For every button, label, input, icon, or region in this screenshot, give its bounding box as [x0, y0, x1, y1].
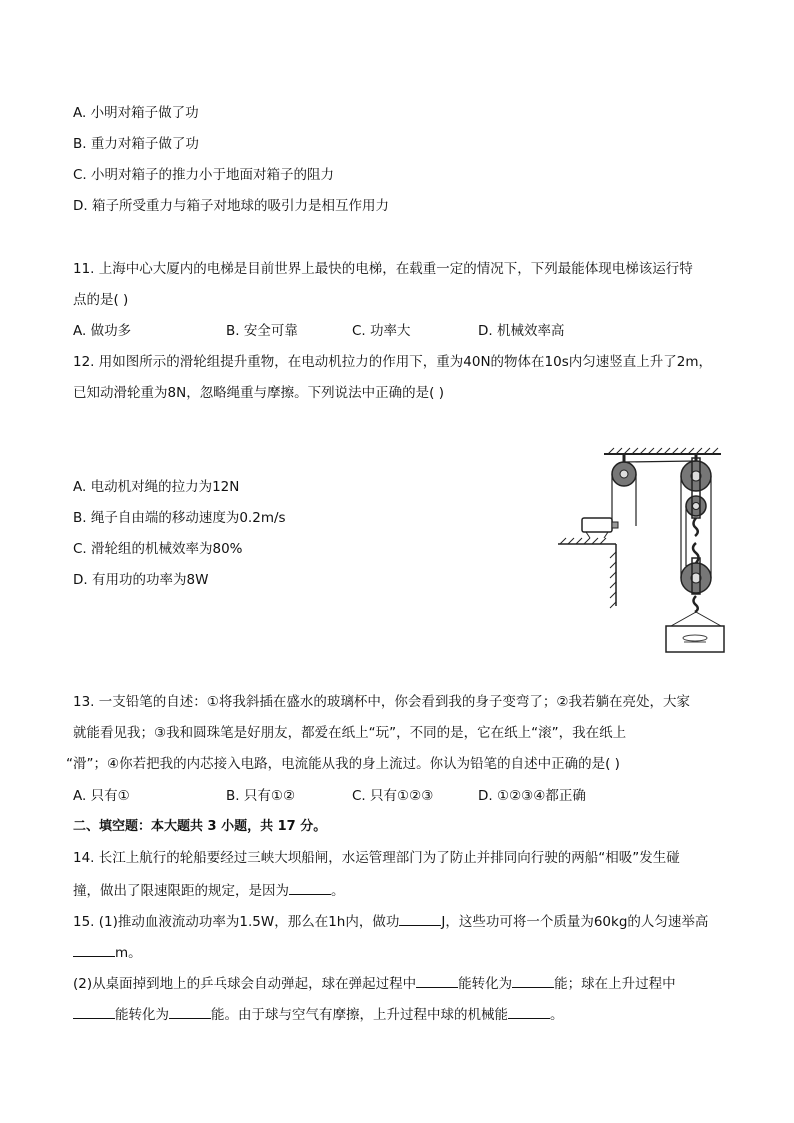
q15-p3-text-c: 能。由于球与空气有摩擦，上升过程中球的机械能	[211, 1007, 508, 1023]
q15-p2-text-c: 能；球在上升过程中	[554, 976, 676, 992]
q15-p3-text-d: 。	[550, 1007, 564, 1023]
q10-option-d: D. 箱子所受重力与箱子对地球的吸引力是相互作用力	[73, 198, 389, 214]
q13-option-c: C. 只有①②③	[352, 788, 434, 804]
q13-stem-line1: 13. 一支铅笔的自述：①将我斜插在盛水的玻璃杯中，你会看到我的身子变弯了；②我若躺在亮处，大家	[73, 694, 690, 710]
q15-energy-blank-3[interactable]	[73, 1004, 115, 1019]
q15-work-blank[interactable]	[399, 911, 441, 926]
q12-option-c: C. 滑轮组的机械效率为80%	[73, 541, 243, 557]
q13-option-a: A. 只有①	[73, 788, 130, 804]
q11-option-d: D. 机械效率高	[478, 323, 565, 339]
q13-stem-line2: 就能看见我；③我和圆珠笔是好朋友，都爱在纸上“玩”，不同的是，它在纸上“滚”，我在纸上	[73, 725, 627, 741]
section-heading-fill-in: 二、填空题：本大题共 3 小题，共 17 分。	[73, 819, 327, 834]
q15-line2	[73, 942, 142, 963]
q12-option-d: D. 有用功的功率为8W	[73, 572, 209, 588]
q14-stem-line2	[73, 880, 345, 901]
q10-option-b: B. 重力对箱子做了功	[73, 136, 199, 152]
q15-energy-blank-4[interactable]	[169, 1004, 211, 1019]
q15-text-b: J，这些功可将一个质量为60kg的人匀速举高	[441, 914, 709, 930]
q14-answer-blank[interactable]	[289, 880, 331, 895]
q12-option-b: B. 绳子自由端的移动速度为0.2m/s	[73, 510, 286, 526]
q15-unit-m: m。	[115, 945, 142, 961]
q12-option-a: A. 电动机对绳的拉力为12N	[73, 479, 240, 495]
q10-option-a: A. 小明对箱子做了功	[73, 105, 199, 121]
q15-part2-line2	[73, 1004, 564, 1025]
q11-option-b: B. 安全可靠	[226, 323, 298, 339]
pulley-system-figure	[556, 446, 726, 656]
q12-stem-line2: 已知动滑轮重为8N，忽略绳重与摩擦。下列说法中正确的是( )	[73, 385, 445, 401]
q11-stem-line2: 点的是( )	[73, 292, 129, 308]
q12-stem-line1: 12. 用如图所示的滑轮组提升重物，在电动机拉力的作用下，重为40N的物体在10s内匀速竖直上升了2m，	[73, 354, 712, 370]
q15-p3-text-b: 能转化为	[115, 1007, 169, 1023]
q15-p2-text-b: 能转化为	[458, 976, 513, 992]
q13-option-b: B. 只有①②	[226, 788, 296, 804]
q14-stem-line1: 14. 长江上航行的轮船要经过三峡大坝船闸，水运管理部门为了防止并排同向行驶的两船“相吸”发生碰	[73, 850, 680, 866]
q15-mechanical-energy-blank[interactable]	[508, 1004, 550, 1019]
q13-stem-line3: “滑”；④你若把我的内芯接入电路，电流能从我的身上流过。你认为铅笔的自述中正确的是( )	[66, 756, 620, 772]
q11-stem-line1: 11. 上海中心大厦内的电梯是目前世界上最快的电梯，在载重一定的情况下，下列最能体现电梯该运行特	[73, 261, 693, 277]
q11-option-c: C. 功率大	[352, 323, 411, 339]
q15-p2-text-a: (2)从桌面掉到地上的乒乓球会自动弹起，球在弹起过程中	[73, 976, 417, 992]
q10-option-c: C. 小明对箱子的推力小于地面对箱子的阻力	[73, 167, 335, 183]
q15-part2-line1	[73, 973, 676, 994]
q15-energy-blank-1[interactable]	[416, 973, 458, 988]
q13-option-d: D. ①②③④都正确	[478, 788, 586, 804]
q15-energy-blank-2[interactable]	[512, 973, 554, 988]
q15-line1	[73, 911, 708, 932]
q14-text: 撞，做出了限速限距的规定，是因为	[73, 883, 289, 899]
q15-height-blank[interactable]	[73, 942, 115, 957]
q14-period: 。	[331, 883, 345, 899]
q11-option-a: A. 做功多	[73, 323, 132, 339]
q15-text-a: 15. (1)推动血液流动功率为1.5W，那么在1h内，做功	[73, 914, 400, 930]
